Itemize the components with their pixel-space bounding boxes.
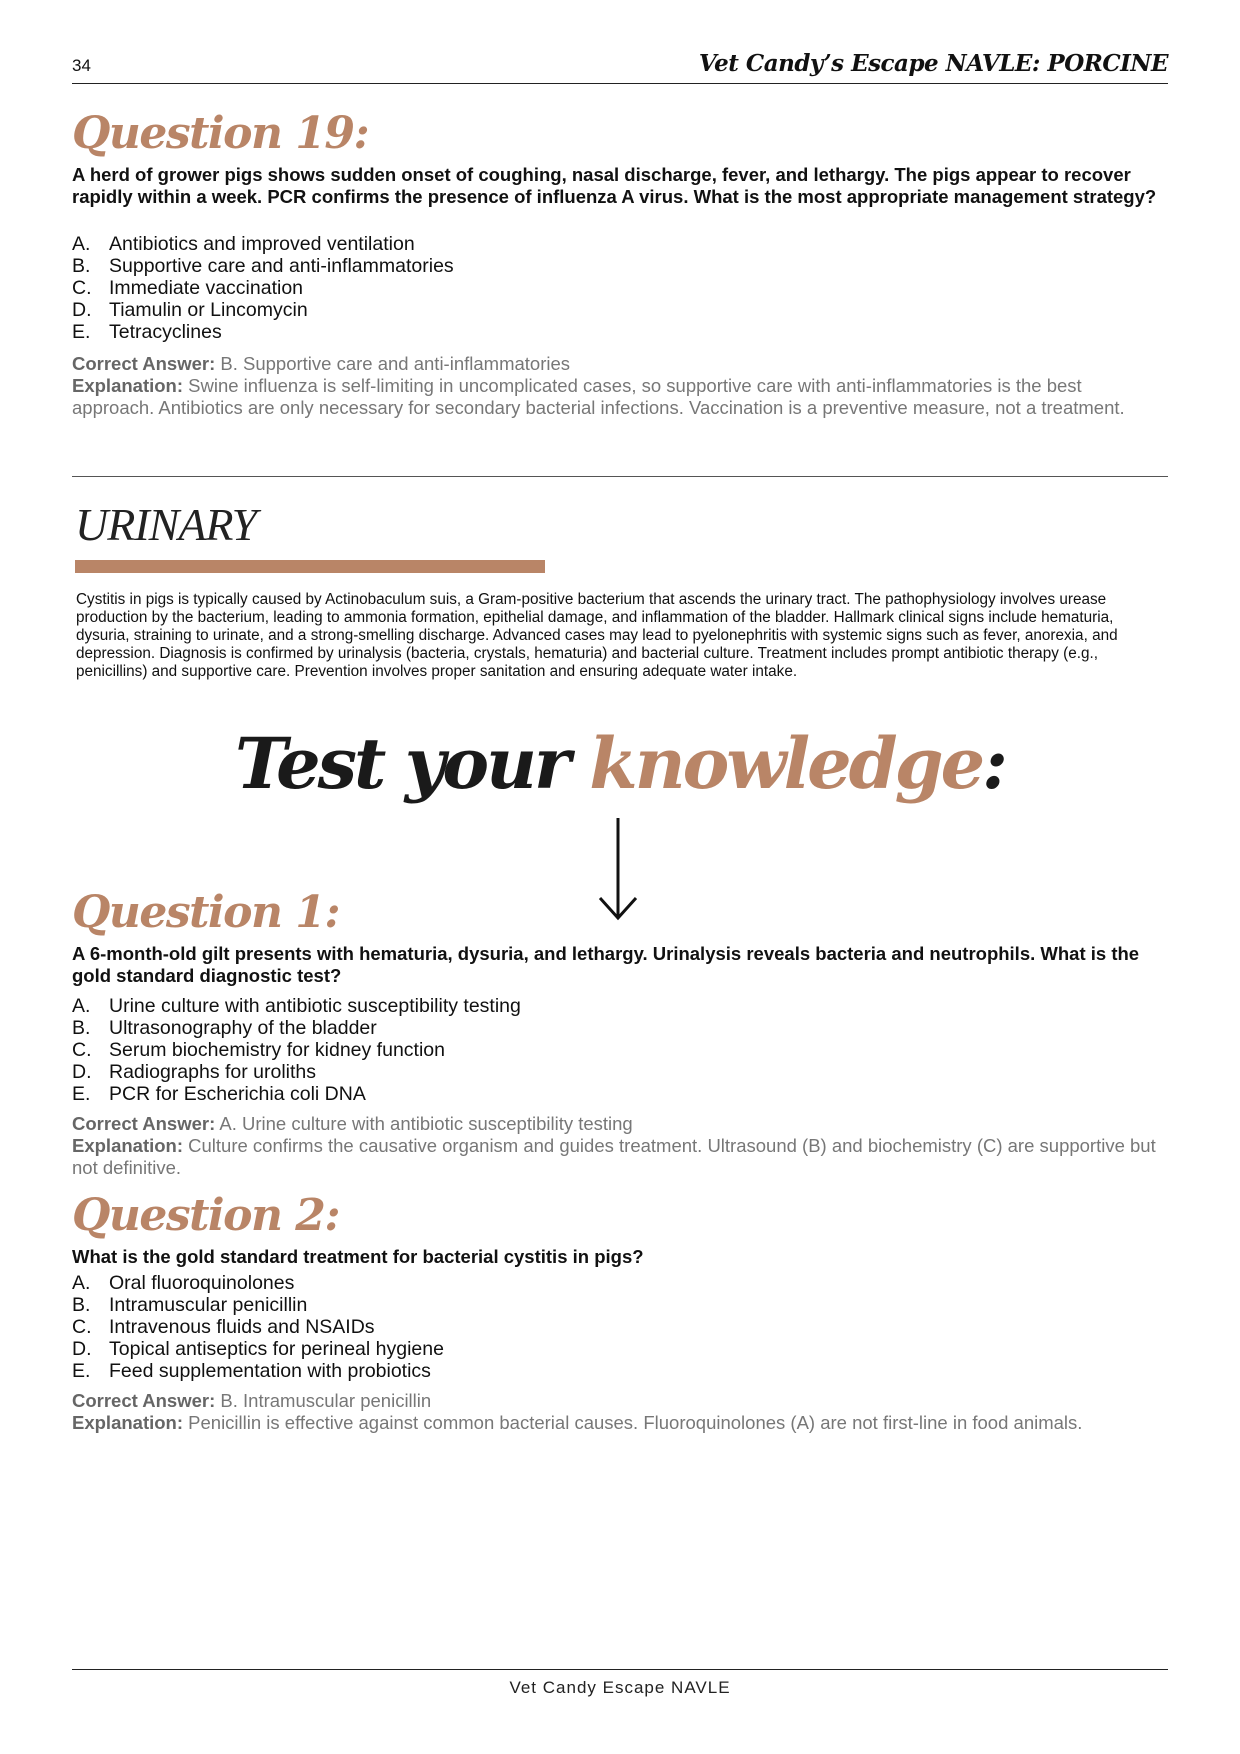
section-intro-paragraph: Cystitis in pigs is typically caused by Actinobaculum suis, a Gram-positive bacterium that ascends the urinary tract. The pathophysiology involves urease production by the bacterium, leading to ammonia formation, epithelial damage, and inflammation of the bladder. Hallmark clinical signs include hematuria, dysuria, straining to urinate, and a strong-smelling discharge. Advanced cases may lead to pyelonephritis with systemic signs such as fever, anorexia, and depression. Diagnosis is confirmed by urinalysis (bacteria, crystals, hematuria) and bacterial culture. Treatment includes prompt antibiotic therapy (e.g., penicillins) and supportive care. Prevention involves proper sanitation and ensuring adequate water intake. xyxy=(76,591,1118,680)
option-a: A. Antibiotics and improved ventilation xyxy=(72,233,415,255)
question-19-heading: Question 19: xyxy=(72,108,369,159)
correct-answer: Correct Answer: B. Intramuscular penicillin xyxy=(72,1390,432,1411)
correct-answer: Correct Answer: A. Urine culture with antibiotic susceptibility testing xyxy=(72,1113,633,1134)
question-2-answer-block xyxy=(72,1390,1168,1434)
option-d: D. Tiamulin or Lincomycin xyxy=(72,299,308,321)
question-1-heading: Question 1: xyxy=(72,887,340,938)
option-c: C. Serum biochemistry for kidney function xyxy=(72,1039,445,1061)
option-a: A. Oral fluoroquinolones xyxy=(72,1272,295,1294)
question-19-options xyxy=(72,233,1168,343)
option-e: E. Tetracyclines xyxy=(72,321,222,343)
question-19-answer-block xyxy=(72,353,1168,419)
option-c: C. Intravenous fluids and NSAIDs xyxy=(72,1316,375,1338)
option-e: E. PCR for Escherichia coli DNA xyxy=(72,1083,366,1105)
option-c: C. Immediate vaccination xyxy=(72,277,304,299)
question-19-text: A herd of grower pigs shows sudden onset of coughing, nasal discharge, fever, and lethargy. The pigs appear to recover rapidly within a week. PCR confirms the presence of influenza A virus. What is the most appropriate management strategy? xyxy=(72,164,1157,207)
explanation: Explanation: Culture confirms the causative organism and guides treatment. Ultrasound (B) and biochemistry (C) are supportive but not definitive. xyxy=(72,1135,1156,1178)
footer-divider xyxy=(72,1669,1168,1670)
footer-text: Vet Candy Escape NAVLE xyxy=(509,1678,731,1697)
option-b: B. Supportive care and anti-inflammatories xyxy=(72,255,454,277)
explanation: Explanation: Penicillin is effective against common bacterial causes. Fluoroquinolones (A) are not first-line in food animals. xyxy=(72,1412,1083,1433)
question-1-options xyxy=(72,995,1168,1105)
option-b: B. Ultrasonography of the bladder xyxy=(72,1017,377,1039)
page-number: 34 xyxy=(72,56,91,75)
down-arrow-icon xyxy=(598,818,638,923)
question-2-options xyxy=(72,1272,1168,1382)
option-d: D. Topical antiseptics for perineal hygiene xyxy=(72,1338,444,1360)
section-divider xyxy=(72,476,1168,477)
question-1-text: A 6-month-old gilt presents with hematuria, dysuria, and lethargy. Urinalysis reveals bacteria and neutrophils. What is the gold standard diagnostic test? xyxy=(72,943,1140,986)
option-a: A. Urine culture with antibiotic susceptibility testing xyxy=(72,995,521,1017)
test-your-knowledge-banner: Test your knowledge: xyxy=(235,722,1005,805)
option-e: E. Feed supplementation with probiotics xyxy=(72,1360,431,1382)
header-divider xyxy=(72,83,1168,84)
question-1-answer-block xyxy=(72,1113,1168,1179)
section-title: URINARY xyxy=(75,499,257,550)
section-accent-bar xyxy=(75,560,545,573)
correct-answer: Correct Answer: B. Supportive care and anti-inflammatories xyxy=(72,353,571,374)
running-title: Vet Candy’s Escape NAVLE: PORCINE xyxy=(698,50,1168,77)
option-d: D. Radiographs for uroliths xyxy=(72,1061,317,1083)
explanation: Explanation: Swine influenza is self-limiting in uncomplicated cases, so supportive care with anti-inflammatories is the best approach. Antibiotics are only necessary for secondary bacterial infections. Vaccination is a preventive measure, not a treatment. xyxy=(72,375,1125,418)
question-2-heading: Question 2: xyxy=(72,1190,340,1241)
question-2-text: What is the gold standard treatment for bacterial cystitis in pigs? xyxy=(72,1246,644,1267)
option-b: B. Intramuscular penicillin xyxy=(72,1294,308,1316)
